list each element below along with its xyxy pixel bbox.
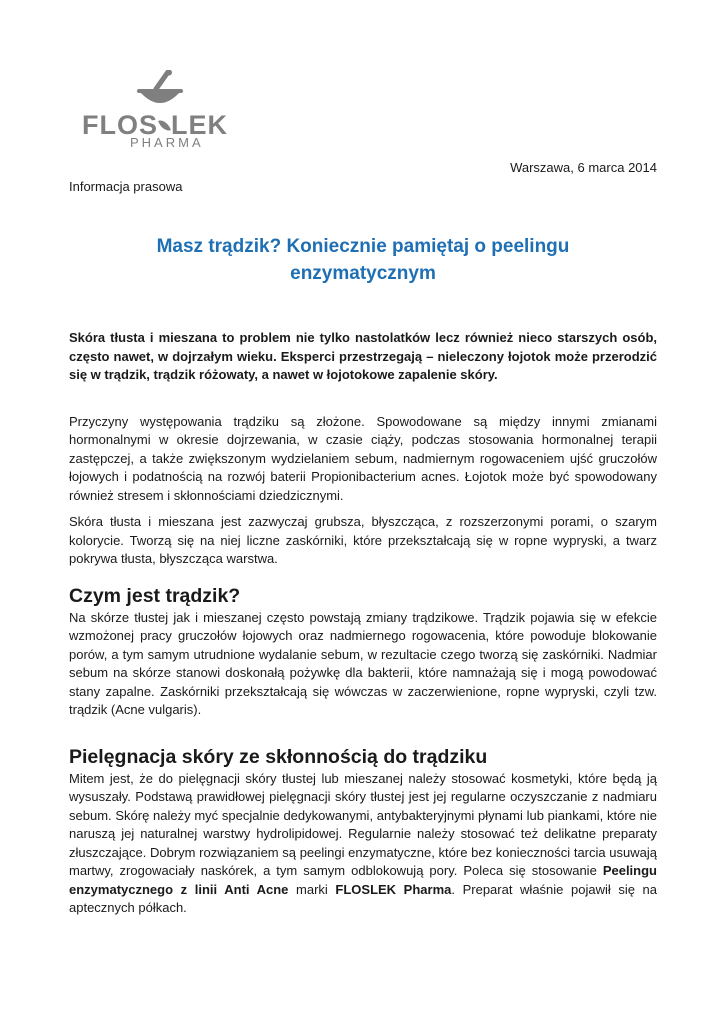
section-heading-acne: Czym jest trądzik?: [69, 584, 241, 607]
paragraph-care: [69, 770, 657, 918]
leaf-icon: [158, 118, 171, 133]
press-label: Informacja prasowa: [69, 179, 183, 194]
care-text-3: . Preparat właśnie pojawił się na aptecznych półkach.: [69, 881, 658, 915]
lead-paragraph: Skóra tłusta i mieszana to problem nie tylko nastolatków lecz również nieco starszych osób, często nawet, w dojrzałym wieku. Eksperci przestrzegają – nieleczony łojotok może przerodzić się w trądzik, trądzik różowaty, a nawet w łojotokowe zapalenie skóry.: [69, 330, 657, 382]
press-date: Warszawa, 6 marca 2014: [510, 160, 657, 175]
page-title: [69, 233, 657, 287]
paragraph-causes: Przyczyny występowania trądziku są złożone. Spowodowane są między innymi zmianami hormonalnymi w okresie dojrzewania, w czasie ciąży, podczas stosowania hormonalnej terapii zastępczej, a także zwiększonym wydzielaniem sebum, nadmiernym rogowaceniem ujść gruczołów łojowych i podatnością na rozwój baterii Propionibacterium acnes. Łojotok może być spowodowany również stresem i skłonnościami dziedzicznymi.: [69, 413, 657, 503]
product-name: Peelingu enzymatycznego z linii Anti Acne: [69, 863, 657, 897]
brand-mention: FLOSLEK Pharma: [335, 881, 452, 897]
title-line-1: Masz trądzik? Koniecznie pamiętaj o peelingu: [156, 236, 570, 257]
brand-logo: [82, 70, 232, 150]
brand-name-left: FLOS: [82, 110, 158, 140]
mortar-pestle-icon: [82, 70, 232, 114]
article-body: [69, 329, 657, 918]
title-line-2: enzymatycznym: [290, 263, 436, 284]
care-text-2: marki: [288, 881, 336, 897]
paragraph-skin: Skóra tłusta i mieszana jest zazwyczaj grubsza, błyszcząca, z rozszerzonymi porami, o szarym kolorycie. Tworzą się na niej liczne zaskórniki, które przekształcają się w ropne wypryski, a twarz pokrywa tłusta, błyszcząca warstwa.: [69, 514, 657, 566]
brand-name-right: LEK: [171, 110, 228, 140]
paragraph-acne: Na skórze tłustej jak i mieszanej często powstają zmiany trądzikowe. Trądzik pojawia się w efekcie wzmożonej pracy gruczołów łojowych oraz nadmiernego rogowacenia, które powoduje blokowanie porów, a tym samym utrudnione wydalanie sebum, w rezultacie czego tworzą się zaskórniki. Nadmiar sebum na skórze stanowi doskonałą pożywkę dla bakterii, które namnażają się i mogą powodować stany zapalne. Zaskórniki przekształcają się wówczas w zaczerwienione, ropne wypryski, czyli tzw. trądzik (Acne vulgaris).: [69, 609, 657, 717]
care-text-1: Mitem jest, że do pielęgnacji skóry tłustej lub mieszanej należy stosować kosmetyki, które będą ją wysuszały. Podstawą prawidłowej pielęgnacji skóry tłustej jest jej regularne oczyszczanie z nadmiaru sebum. Skórę należy myć specjalnie dedykowanymi, antybakteryjnymi płynami lub piankami, które nie naruszą jej naturalnej warstwy hydrolipidowej. Regularnie należy stosować też delikatne preparaty złuszczające. Dobrym rozwiązaniem są peelingi enzymatyczne, które bez konieczności tarcia usuwają martwy, zrogowaciały naskórek, a tym samym odblokowują pory. Poleca się stosowanie: [69, 770, 657, 878]
section-heading-care: Pielęgnacja skóry ze skłonnością do trądziku: [69, 745, 488, 768]
brand-sub: PHARMA: [130, 135, 204, 150]
